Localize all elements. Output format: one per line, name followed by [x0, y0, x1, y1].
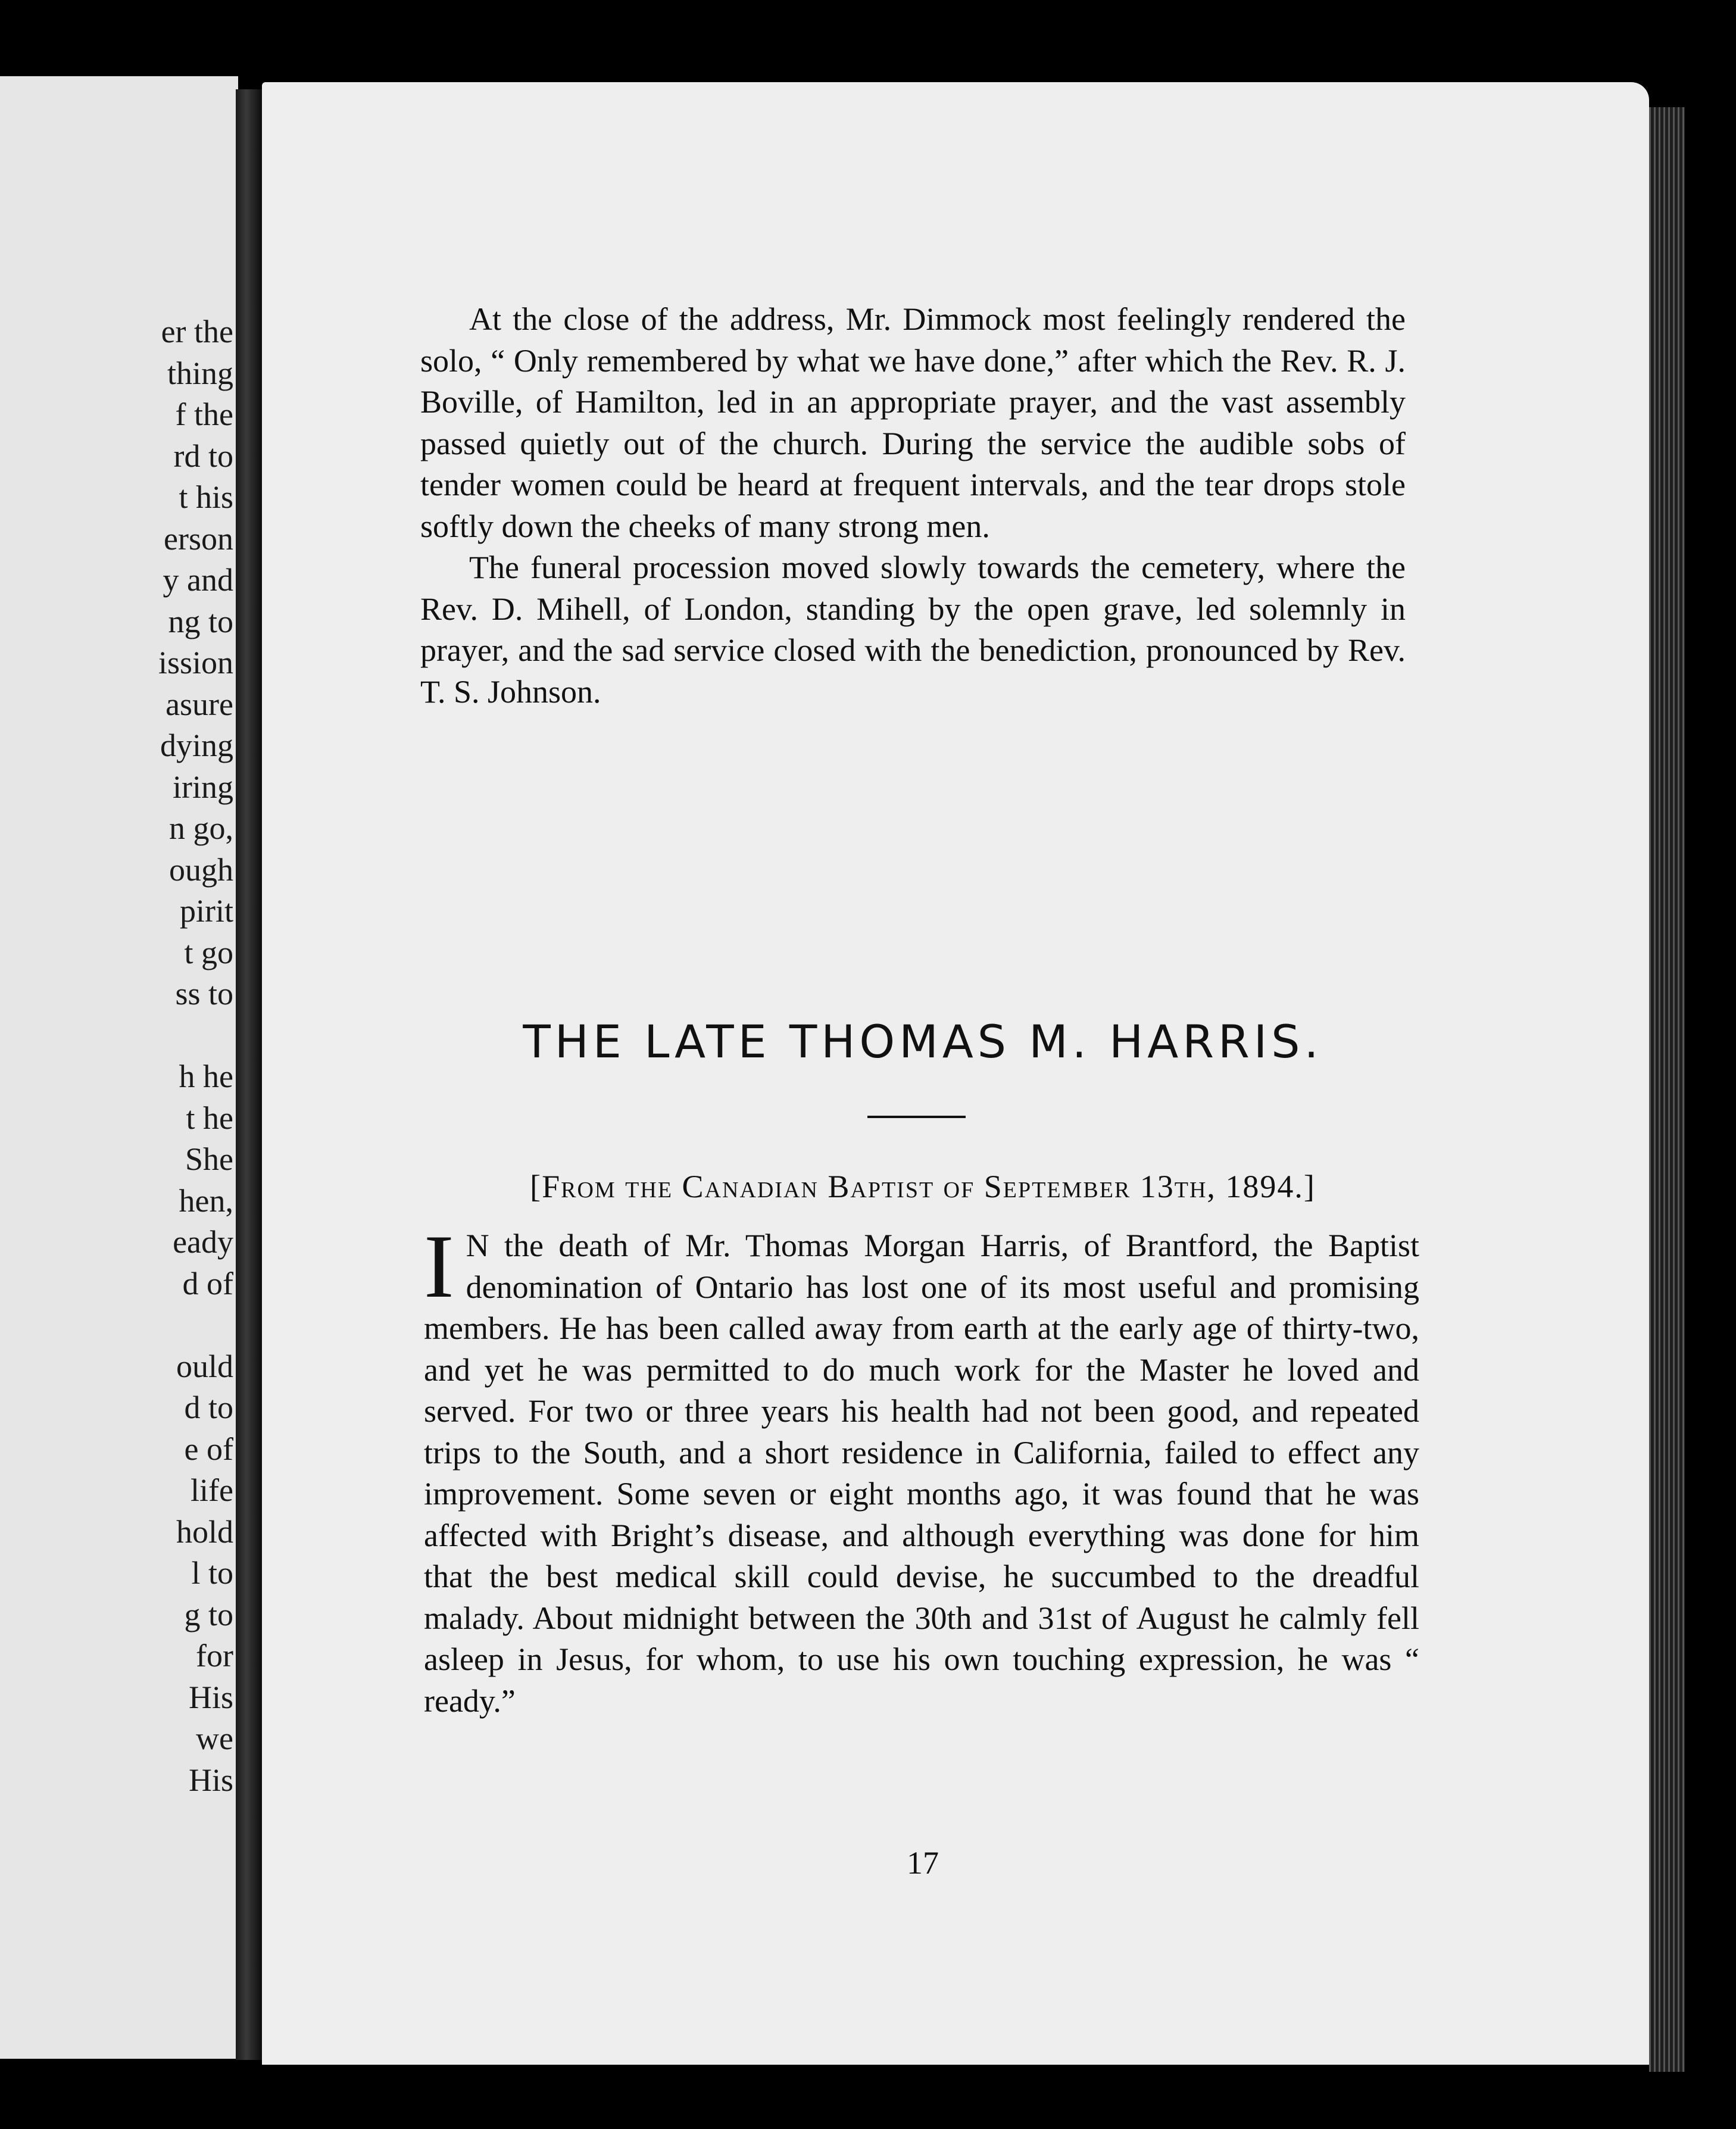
- left-page-line: g to: [184, 1596, 233, 1632]
- left-page-line: hen,: [179, 1182, 233, 1219]
- left-page-line: ough: [169, 851, 233, 888]
- left-page-line: eady: [173, 1224, 233, 1260]
- article-source: [From the Canadian Baptist of September 13th, 1894.]: [530, 1169, 1316, 1204]
- left-page-line: iring: [173, 769, 233, 805]
- left-page-line: ss to: [175, 976, 233, 1012]
- article-heading: THE LATE THOMAS M. HARRIS.: [523, 1015, 1323, 1068]
- left-page-line: rd to: [173, 438, 233, 474]
- left-page-line: life: [191, 1472, 233, 1508]
- left-page-line: hold: [176, 1513, 233, 1550]
- left-page-line: t he: [186, 1100, 233, 1136]
- paragraph-funeral-procession: The funeral procession moved slowly towards the cemetery, where the Rev. D. Mihell, of London, standing by the open grave, led solemnly in prayer, and the sad service closed with the benediction, pronounced by Rev. T. S. Johnson.: [420, 550, 1406, 710]
- left-page-line: h he: [179, 1059, 233, 1094]
- left-page-line: t go: [184, 934, 233, 970]
- left-page-line: She: [185, 1141, 233, 1177]
- left-page-line: l to: [191, 1555, 233, 1591]
- article-text: [424, 1216, 1419, 1722]
- left-page-line: t his: [179, 479, 233, 515]
- heading-rule: [867, 1116, 966, 1118]
- left-page-line: e of: [184, 1431, 233, 1467]
- left-page-line: er the: [161, 314, 233, 349]
- left-page-line: d of: [182, 1265, 233, 1301]
- left-page-line: n go,: [169, 810, 233, 846]
- left-page-line: d to: [184, 1390, 233, 1425]
- page-edges: [1649, 107, 1685, 2072]
- funeral-account-text: [420, 299, 1406, 713]
- article-body: N the death of Mr. Thomas Morgan Harris, of Brantford, the Baptist denomination of Ontario has lost one of its most useful and promising members. He has been called away from earth at the early age of thirty-two, and yet he was permitted to do much work for the Master he loved and served. For two or three years his health had not been good, and repeated trips to the South, and a short residence in California, failed to effect any improvement. Some seven or eight months ago, it was found that he was affected with Bright’s disease, and although everything was done for him that the best medical skill could devise, he succumbed to the dreadful malady. About midnight between the 30th and 31st of August he calmly fell asleep in Jesus, for whom, to use his own touching expression, he was “ ready.”: [424, 1228, 1419, 1719]
- left-page-line: pirit: [180, 893, 233, 929]
- left-page-line: ng to: [168, 603, 233, 639]
- page-number: 17: [907, 1845, 939, 1881]
- left-page-line: f the: [175, 397, 233, 432]
- left-page-line: His: [188, 1762, 233, 1798]
- left-page-line: ission: [158, 645, 233, 680]
- left-page-line: ould: [176, 1348, 233, 1384]
- left-page-line: erson: [164, 520, 233, 557]
- left-page-line: y and: [163, 562, 233, 598]
- left-page-line: asure: [166, 686, 233, 722]
- book-gutter: [236, 89, 262, 2060]
- paragraph-address-close: At the close of the address, Mr. Dimmock most feelingly rendered the solo, “ Only remembered by what we have done,” after which the Rev. R. J. Boville, of Hamilton, led in an appropriate prayer, and the vast assembly passed quietly out of the church. During the service the audible sobs of tender women could be heard at frequent intervals, and the tear drops stole softly down the cheeks of many strong men.: [420, 301, 1406, 544]
- left-page-line: for: [196, 1638, 233, 1674]
- drop-cap: I: [424, 1216, 454, 1316]
- left-page-line: thing: [167, 355, 233, 391]
- left-page-line: we: [196, 1721, 233, 1756]
- left-page-line: dying: [160, 728, 233, 763]
- left-page-line: His: [188, 1679, 233, 1715]
- left-facing-page: [0, 76, 238, 2059]
